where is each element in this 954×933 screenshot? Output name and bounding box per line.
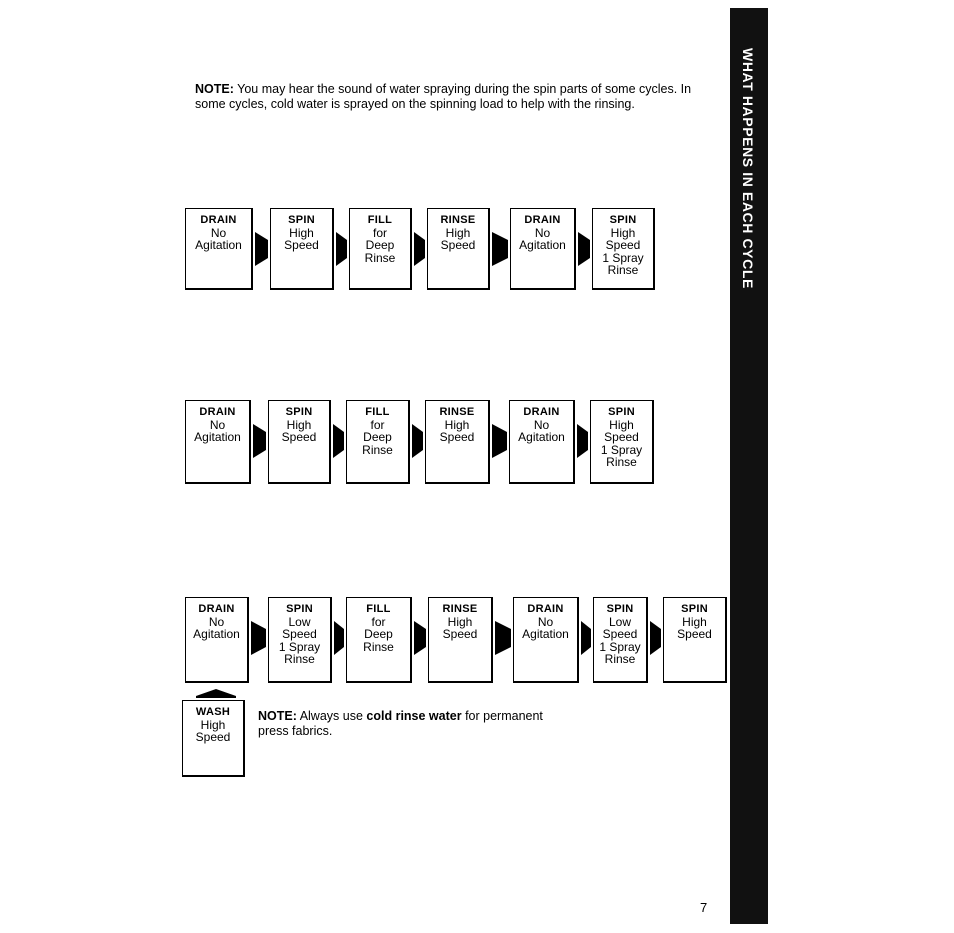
step-line: Deep: [363, 430, 392, 444]
bottom-note-emphasis: cold rinse water: [366, 709, 462, 723]
step-line: Low: [608, 614, 631, 629]
arrow-right-icon: [253, 420, 266, 458]
step-line: Speed: [442, 627, 478, 641]
step-line: Rinse: [604, 652, 636, 666]
step-line: 1 Spray: [602, 250, 644, 265]
step-fill: [346, 597, 412, 683]
arrow-right-icon: [650, 617, 661, 655]
step-line: High: [200, 717, 226, 732]
step-spin: [593, 597, 648, 683]
step-line: Speed: [282, 627, 317, 641]
page-number: 7: [700, 900, 708, 915]
step-line: Speed: [195, 730, 231, 744]
step-drain: [185, 597, 249, 683]
step-line: No: [208, 614, 225, 629]
arrow-right-icon: [414, 617, 426, 655]
bottom-note: [258, 709, 548, 739]
step-title: DRAIN: [199, 406, 236, 418]
step-line: Rinse: [362, 442, 393, 457]
step-line: High: [447, 614, 473, 629]
step-title: FILL: [367, 214, 393, 226]
step-title: SPIN: [608, 406, 635, 418]
step-line: Agitation: [194, 430, 241, 444]
arrow-right-icon: [255, 228, 268, 266]
step-line: Agitation: [193, 627, 240, 641]
step-title: SPIN: [609, 214, 637, 226]
step-spin: [268, 597, 332, 683]
step-title: SPIN: [606, 603, 634, 615]
step-line: No: [534, 225, 551, 240]
step-title: DRAIN: [198, 603, 235, 615]
step-line: Agitation: [195, 238, 242, 252]
step-line: Speed: [605, 238, 641, 252]
arrow-right-icon: [581, 617, 591, 655]
step-line: High: [610, 225, 636, 240]
step-line: Rinse: [364, 250, 396, 265]
step-title: DRAIN: [524, 214, 561, 226]
top-note: [195, 82, 725, 112]
step-line: High: [445, 225, 471, 240]
step-line: 1 Spray: [599, 639, 641, 654]
step-line: Speed: [281, 430, 317, 444]
step-spin: [270, 208, 334, 290]
step-line: High: [444, 417, 470, 432]
step-line: for: [372, 225, 387, 240]
step-title: DRAIN: [200, 214, 237, 226]
step-line: High: [289, 225, 314, 240]
step-title: FILL: [366, 603, 391, 615]
step-line: Low: [288, 614, 311, 629]
step-line: for: [371, 614, 386, 629]
step-line: No: [210, 225, 227, 240]
step-drain: [185, 208, 253, 290]
step-drain: [513, 597, 579, 683]
step-rinse: [425, 400, 490, 484]
step-title: DRAIN: [523, 406, 560, 418]
step-line: Rinse: [284, 652, 315, 666]
step-line: No: [537, 614, 554, 629]
step-line: Deep: [364, 627, 393, 641]
step-line: 1 Spray: [278, 639, 321, 654]
bottom-note-text-before: Always use: [299, 709, 363, 723]
step-line: Speed: [439, 430, 475, 444]
step-fill: [349, 208, 412, 290]
step-drain: [510, 208, 576, 290]
arrow-right-icon: [333, 420, 344, 458]
step-line: Speed: [677, 627, 712, 641]
sidebar-title: WHAT HAPPENS IN EACH CYCLE: [740, 48, 756, 289]
step-rinse: [428, 597, 493, 683]
step-title: FILL: [365, 406, 390, 418]
step-title: SPIN: [285, 406, 313, 418]
step-title: SPIN: [286, 603, 313, 615]
arrow-right-icon: [336, 228, 347, 266]
arrow-right-icon: [412, 420, 423, 458]
step-spin: [590, 400, 654, 484]
step-title: RINSE: [439, 406, 475, 418]
step-spin: [268, 400, 331, 484]
step-rinse: [427, 208, 490, 290]
step-wash: [182, 700, 245, 777]
arrow-right-icon: [578, 228, 590, 266]
step-line: Agitation: [519, 238, 566, 252]
step-line: Rinse: [607, 263, 639, 277]
step-title: DRAIN: [527, 603, 564, 615]
step-line: No: [209, 417, 226, 432]
step-line: for: [370, 417, 385, 432]
step-line: Speed: [284, 238, 319, 252]
step-line: Speed: [604, 430, 639, 444]
step-line: Agitation: [518, 430, 565, 444]
step-line: Rinse: [363, 639, 394, 654]
step-line: Rinse: [606, 455, 637, 469]
step-line: High: [609, 417, 634, 432]
arrow-right-icon: [414, 228, 425, 266]
step-drain: [185, 400, 251, 484]
step-line: High: [682, 614, 707, 629]
step-spin: [592, 208, 655, 290]
step-title: SPIN: [681, 603, 708, 615]
step-spin: [663, 597, 727, 683]
step-line: Deep: [365, 238, 395, 252]
bottom-note-text-after: for permanent press fabrics.: [258, 709, 543, 738]
arrow-right-icon: [251, 617, 266, 655]
top-note-text: You may hear the sound of water spraying during the spin parts of some cycles. In some cycles, cold water is sprayed on the spinning load to help with the rinsing.: [195, 82, 692, 111]
step-title: RINSE: [442, 603, 478, 615]
arrow-right-icon: [577, 420, 588, 458]
step-fill: [346, 400, 410, 484]
step-line: No: [533, 417, 550, 432]
top-note-label: NOTE:: [195, 82, 234, 96]
arrow-right-icon: [492, 420, 507, 458]
arrow-right-icon: [334, 617, 344, 655]
arrow-right-icon: [495, 617, 511, 655]
step-line: 1 Spray: [600, 442, 643, 457]
step-line: Agitation: [522, 627, 569, 641]
step-line: Speed: [440, 238, 476, 252]
step-title: SPIN: [288, 214, 315, 226]
step-drain: [509, 400, 575, 484]
step-line: High: [286, 417, 312, 432]
step-title: RINSE: [440, 214, 476, 226]
step-title: WASH: [195, 706, 231, 718]
bottom-note-label: NOTE:: [258, 709, 297, 723]
arrow-right-icon: [492, 228, 508, 266]
step-line: Speed: [602, 627, 638, 641]
